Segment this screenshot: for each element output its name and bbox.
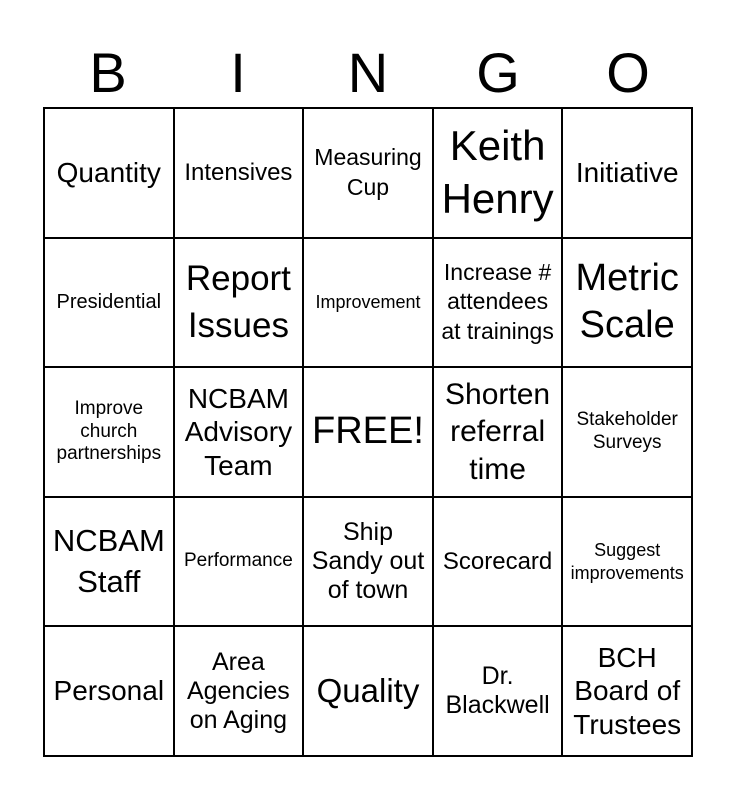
bingo-header [43, 38, 693, 108]
cell-text: Scorecard [442, 548, 553, 575]
cell-text: Dr. Blackwell [445, 662, 550, 720]
cell-text: BCH Board of Trustees [573, 641, 682, 740]
bingo-cell[interactable] [45, 498, 175, 628]
cell-text: Personal [53, 675, 165, 707]
cell-text: Improvement [315, 292, 421, 313]
cell-text: FREE! [312, 410, 424, 453]
bingo-grid [43, 107, 693, 757]
cell-text: Initiative [575, 157, 679, 188]
header-letter-o: O [606, 41, 650, 104]
cell-text: Performance [184, 550, 293, 572]
bingo-cell[interactable] [304, 109, 434, 239]
bingo-cell[interactable] [304, 627, 434, 757]
bingo-cell[interactable] [304, 498, 434, 628]
bingo-cell[interactable] [45, 109, 175, 239]
cell-text: Shorten referral time [445, 377, 551, 486]
cell-text: Intensives [184, 159, 293, 187]
bingo-cell[interactable] [45, 368, 175, 498]
cell-text: Keith Henry [441, 122, 554, 222]
bingo-cell[interactable] [434, 368, 564, 498]
header-letter-n: N [347, 41, 389, 104]
bingo-cell[interactable] [434, 627, 564, 757]
header-letter-i: I [230, 41, 246, 104]
cell-text: Metric Scale [575, 256, 679, 347]
cell-text: Increase # attendees at trainings [441, 258, 554, 345]
cell-text: Presidential [56, 291, 162, 314]
cell-text: Improve church partnerships [56, 397, 162, 465]
bingo-cell[interactable] [434, 498, 564, 628]
cell-text: NCBAM Staff [52, 523, 165, 599]
cell-text: Quality [316, 671, 420, 709]
bingo-cell[interactable] [434, 239, 564, 369]
bingo-cell[interactable] [45, 627, 175, 757]
bingo-cell[interactable] [175, 109, 305, 239]
bingo-cell[interactable] [175, 498, 305, 628]
cell-text: Quantity [56, 157, 161, 188]
bingo-cell[interactable] [563, 498, 693, 628]
bingo-cell[interactable] [175, 627, 305, 757]
cell-text: Measuring Cup [314, 143, 422, 200]
cell-text: Stakeholder Surveys [576, 409, 678, 453]
cell-text: Report Issues [185, 259, 291, 346]
bingo-cell[interactable] [434, 109, 564, 239]
cell-text: NCBAM Advisory Team [184, 382, 293, 481]
bingo-cell[interactable] [175, 368, 305, 498]
free-space[interactable] [304, 368, 434, 498]
bingo-cell[interactable] [563, 109, 693, 239]
header-letter-g: G [476, 41, 520, 104]
bingo-cell[interactable] [45, 239, 175, 369]
bingo-cell[interactable] [563, 627, 693, 757]
header-letter-b: B [89, 41, 127, 104]
cell-text: Suggest improvements [570, 540, 684, 583]
bingo-cell[interactable] [563, 368, 693, 498]
bingo-cell[interactable] [175, 239, 305, 369]
bingo-cell[interactable] [563, 239, 693, 369]
bingo-cell[interactable] [304, 239, 434, 369]
cell-text: Area Agencies on Aging [186, 648, 290, 734]
cell-text: Ship Sandy out of town [311, 518, 425, 604]
